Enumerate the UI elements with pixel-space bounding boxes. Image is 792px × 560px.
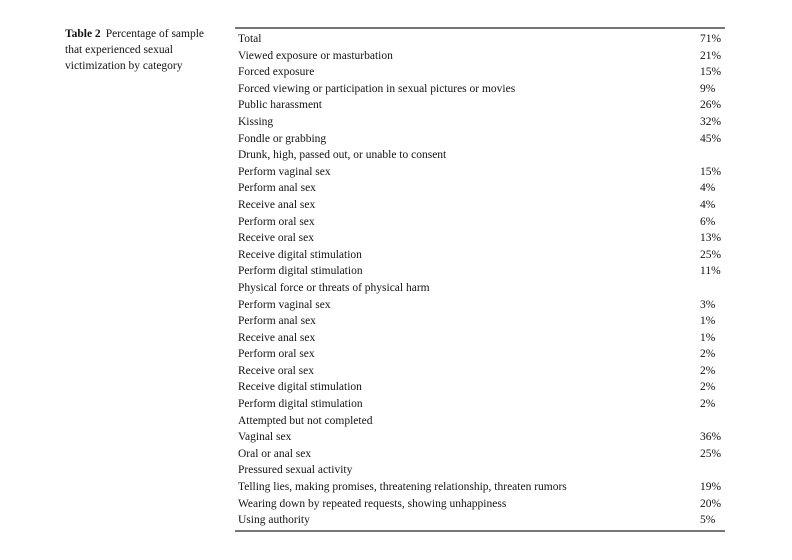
table-row xyxy=(235,379,725,396)
table-row xyxy=(235,462,725,479)
data-table xyxy=(235,27,725,532)
table-row xyxy=(235,197,725,214)
row-value: 1% xyxy=(700,315,716,328)
table-row xyxy=(235,346,725,363)
table-row xyxy=(235,280,725,297)
row-value: 25% xyxy=(700,447,722,460)
row-label: Perform anal sex xyxy=(238,315,316,328)
row-value: 4% xyxy=(700,182,716,195)
row-label: Attempted but not completed xyxy=(238,414,373,427)
row-label: Physical force or threats of physical harm xyxy=(238,281,430,294)
row-value: 19% xyxy=(700,481,722,494)
row-value: 11% xyxy=(700,265,721,278)
table-row xyxy=(235,81,725,98)
table-row xyxy=(235,512,725,529)
row-label: Total xyxy=(238,33,262,45)
table-row xyxy=(235,313,725,330)
row-value: 4% xyxy=(700,198,716,211)
table-row xyxy=(235,97,725,114)
row-value: 5% xyxy=(700,514,716,527)
table-row xyxy=(235,164,725,181)
row-label: Public harassment xyxy=(238,99,322,112)
table-row xyxy=(235,429,725,446)
table-caption xyxy=(65,26,219,74)
table-caption-label: Table 2 xyxy=(65,28,101,40)
table-row xyxy=(235,180,725,197)
row-label: Receive oral sex xyxy=(238,232,314,245)
row-label: Oral or anal sex xyxy=(238,447,312,460)
row-value: 2% xyxy=(700,398,716,411)
row-value: 2% xyxy=(700,381,716,394)
row-label: Pressured sexual activity xyxy=(238,464,353,477)
row-label: Wearing down by repeated requests, showing unhappiness xyxy=(238,497,507,510)
row-label: Perform vaginal sex xyxy=(238,165,331,178)
row-value: 36% xyxy=(700,431,722,444)
row-label: Perform anal sex xyxy=(238,182,316,195)
row-label: Receive anal sex xyxy=(238,198,316,211)
row-label: Drunk, high, passed out, or unable to consent xyxy=(238,149,447,162)
row-label: Perform vaginal sex xyxy=(238,298,331,311)
row-value: 45% xyxy=(700,132,722,145)
row-label: Kissing xyxy=(238,115,274,128)
row-value: 9% xyxy=(700,82,716,95)
row-label: Forced viewing or participation in sexual pictures or movies xyxy=(238,82,516,95)
table-row xyxy=(235,496,725,513)
table-row xyxy=(235,247,725,264)
row-label: Receive anal sex xyxy=(238,331,316,344)
row-label: Perform oral sex xyxy=(238,215,315,228)
row-value: 15% xyxy=(700,165,722,178)
row-value: 71% xyxy=(700,33,722,45)
row-value: 21% xyxy=(700,49,722,62)
row-value: 20% xyxy=(700,497,722,510)
table-row xyxy=(235,413,725,430)
row-value: 32% xyxy=(700,115,722,128)
row-label: Telling lies, making promises, threatening relationship, threaten rumors xyxy=(238,481,567,494)
row-value: 25% xyxy=(700,248,722,261)
row-label: Perform digital stimulation xyxy=(238,398,363,411)
table-row xyxy=(235,31,725,48)
table-row xyxy=(235,263,725,280)
table-row xyxy=(235,48,725,65)
table-row xyxy=(235,114,725,131)
row-label: Receive digital stimulation xyxy=(238,381,362,394)
row-label: Perform digital stimulation xyxy=(238,265,363,278)
row-label: Perform oral sex xyxy=(238,348,315,361)
row-label: Forced exposure xyxy=(238,66,315,79)
row-value: 2% xyxy=(700,364,716,377)
row-label: Using authority xyxy=(238,514,310,527)
table-row xyxy=(235,147,725,164)
row-value: 1% xyxy=(700,331,716,344)
row-value: 6% xyxy=(700,215,716,228)
row-value: 26% xyxy=(700,99,722,112)
row-label: Receive oral sex xyxy=(238,364,314,377)
table-row xyxy=(235,297,725,314)
row-label: Viewed exposure or masturbation xyxy=(238,49,393,62)
table-row xyxy=(235,396,725,413)
table-row xyxy=(235,230,725,247)
row-label: Receive digital stimulation xyxy=(238,248,362,261)
table-row xyxy=(235,131,725,148)
table-row xyxy=(235,214,725,231)
table-row xyxy=(235,330,725,347)
table-rows xyxy=(235,31,725,529)
row-value: 15% xyxy=(700,66,722,79)
row-label: Fondle or grabbing xyxy=(238,132,327,145)
row-value: 13% xyxy=(700,232,722,245)
row-value: 3% xyxy=(700,298,716,311)
row-label: Vaginal sex xyxy=(238,431,292,444)
table-row xyxy=(235,479,725,496)
table-row xyxy=(235,64,725,81)
table-caption-text: Percentage of sample that experienced sexual victimization by category xyxy=(65,28,205,72)
row-value: 2% xyxy=(700,348,716,361)
table-row xyxy=(235,446,725,463)
table-row xyxy=(235,363,725,380)
